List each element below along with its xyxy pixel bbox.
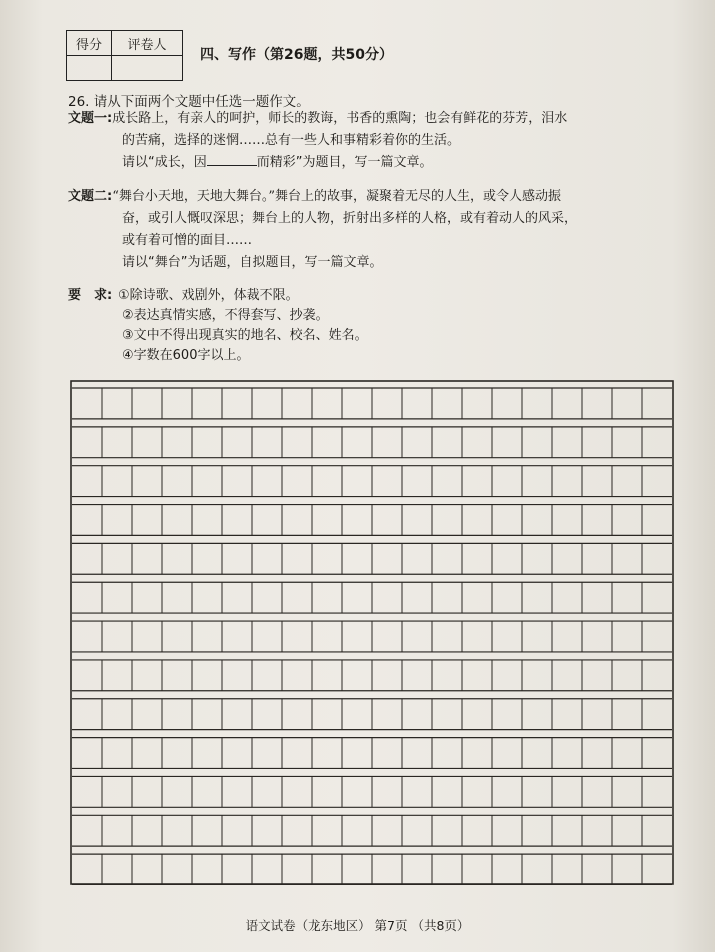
page-footer: 语文试卷（龙东地区） 第7页 （共8页） xyxy=(245,918,470,933)
title-blank xyxy=(207,153,257,166)
requirements-label: 要 求: xyxy=(68,288,113,303)
grid-row xyxy=(72,776,672,807)
grid-row xyxy=(72,543,672,574)
grader-cell xyxy=(112,56,183,81)
grid-row xyxy=(72,699,672,730)
topic-two-label: 文题二: xyxy=(68,189,113,204)
requirements xyxy=(68,286,368,366)
grid-row xyxy=(72,854,672,885)
grid-row xyxy=(72,388,672,419)
topic-two-instruction: 请以“舞台”为话题，自拟题目，写一篇文章。 xyxy=(122,255,383,270)
topic-one-line2: 的苦痛，选择的迷惘……总有一些人和事精彩着你的生活。 xyxy=(122,133,461,148)
topic-one-instruction: 请以“成长，因 而精彩”为题目，写一篇文章。 xyxy=(122,155,433,170)
requirement-item: ④字数在600字以上。 xyxy=(122,348,250,363)
grid-row xyxy=(72,582,672,613)
topic-two-line1: “舞台小天地，天地大舞台。”舞台上的故事，凝聚着无尽的人生，或令人感动振 xyxy=(112,189,561,204)
topic-two-line2: 奋，或引人慨叹深思；舞台上的人物，折射出多样的人格，或有着动人的风采， xyxy=(122,211,578,226)
requirement-item: ②表达真情实感，不得套写、抄袭。 xyxy=(122,308,329,323)
grid-row xyxy=(72,505,672,536)
score-table xyxy=(66,30,183,81)
grid-row xyxy=(72,660,672,691)
topic-one xyxy=(68,108,567,174)
writing-grid-svg xyxy=(70,380,674,885)
topic-two-line3: 或有着可憎的面目…… xyxy=(122,233,253,248)
question-prompt: 26. 请从下面两个文题中任选一题作文。 xyxy=(68,94,310,110)
requirement-item: ③文中不得出现真实的地名、校名、姓名。 xyxy=(122,328,368,343)
writing-grid[interactable] xyxy=(70,380,674,885)
topic-two xyxy=(68,186,577,274)
topic-one-line1: 成长路上，有亲人的呵护，师长的教诲，书香的熏陶；也会有鲜花的芬芳，泪水 xyxy=(112,111,568,126)
grid-row xyxy=(72,815,672,846)
topic-one-label: 文题一: xyxy=(68,111,113,126)
requirement-item: ①除诗歌、戏剧外，体裁不限。 xyxy=(118,288,299,303)
section-title: 四、写作（第26题，共50分） xyxy=(200,47,393,63)
grid-row xyxy=(72,738,672,769)
grid-row xyxy=(72,621,672,652)
score-cell xyxy=(67,56,112,81)
grid-row xyxy=(72,466,672,497)
score-header: 得分 xyxy=(67,31,112,56)
grid-row xyxy=(72,427,672,458)
grader-header: 评卷人 xyxy=(112,31,183,56)
